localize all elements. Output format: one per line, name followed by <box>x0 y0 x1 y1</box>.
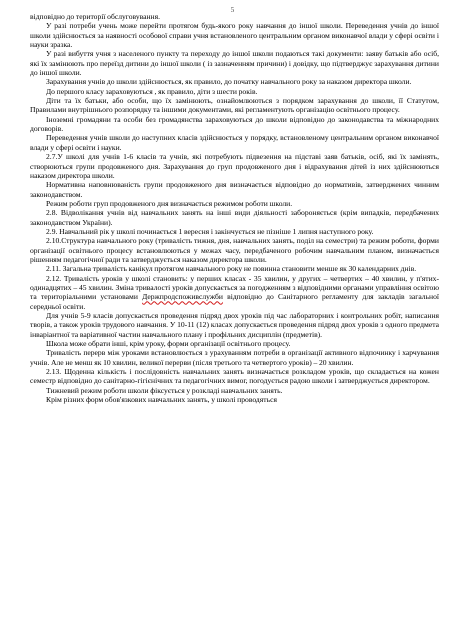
paragraph: Для учнів 5-9 класів допускається проведення підряд двох уроків під час лабораторних і контрольних робіт, написання творів, а також уроків трудового навчання. У 10-11 (12) класах допускається проведення підряд двох уроків з одного предмета інваріантної та варіативної частин навчального плану і профільних дисциплін (предметів). <box>30 311 439 339</box>
paragraph: У разі вибуття учня з населеного пункту та переходу до іншої школи подаються такі документи: заяву батьків або осіб, які їх замінюють про переїзд дитини до іншої школи ( із зазначенням причини) і довідку, що підтверджує зарахування дитини до іншої школи. <box>30 49 439 78</box>
paragraph: 2.10.Структура навчального року (тривалість тижня, дня, навчальних занять, поділ на семестри) та режим роботи, форми організації освітнього процесу встановлюються у межах часу, передбаченого робочим навчальним планом, визначається рішенням педагогічної ради та затверджується наказом директора школи. <box>30 236 439 264</box>
paragraph: 2.8. Відволікання учнів від навчальних занять на інші види діяльності забороняється (крім випадків, передбачених законодавством України). <box>30 208 439 227</box>
paragraph: Діти та їх батьки, або особи, що їх замінюють, ознайомлюються з порядком зарахування до школи, її Статутом, Правилами внутрішнього розпорядку та іншими документами, які регламентують організацію освітнього процесу. <box>30 96 439 115</box>
page-number: 5 <box>230 6 235 14</box>
paragraph: Крім різних форм обов'язкових навчальних занять, у школі проводяться <box>46 395 277 405</box>
paragraph: До першого класу зараховуються , як правило, діти з шести років. <box>46 86 258 96</box>
paragraph-text: 2.12. Тривалість уроків у школі становить: у перших класах - 35 хвилин, у других – четвертих – 40 хвилин, у п'ятих-одинадцятих – 45 хвилин. Зміна тривалості уроків допускається за погодженням з відповідними органами управління освітою та територіальними установами <box>30 273 439 302</box>
paragraph-text: відповідно до Санітарного регламенту для закладів загальної середньої освіти. <box>30 292 439 311</box>
paragraph: Тривалість перерв між уроками встановлюється з урахуванням потреби в організації активного відпочинку і харчування учнів. Але не менш як 10 хвилин, великої перерви (після третього та четвертого уроків) – 20 хвилин. <box>30 348 439 367</box>
paragraph: 2.13. Щоденна кількість і послідовність навчальних занять визначається розкладом уроків, що складається на кожен семестр відповідно до санітарно-гігієнічних та педагогічних вимог, погодується радою школи і затверджується директором. <box>30 367 439 386</box>
paragraph: Школа може обрати інші, крім уроку, форми організації освітнього процесу. <box>46 339 291 349</box>
paragraph: 2.7.У школі для учнів 1-6 класів та учнів, які потребують підвезення на підставі заяв батьків, осіб, які їх замінять, створюються групи продовженого дня. Зарахування до груп продовженого дня і відрахування дітей із них здійснюються наказом директора школи. <box>30 152 439 180</box>
paragraph: Нормативна наповнюваність групи продовженого дня визначається відповідно до нормативів, затверджених чинним законодавством. <box>30 180 439 199</box>
paragraph: Іноземні громадяни та особи без громадянства зараховуються до школи відповідно до законодавства та міжнародних договорів. <box>30 114 439 134</box>
paragraph: відповідно до території обслуговування. <box>30 12 161 21</box>
paragraph: У разі потреби учень може перейти протягом будь-якого року навчання до іншої школи. Переведення учнів до іншої школи здійснюється за наявності особової справи учня встановленого центральним органом виконавчої влади у сфері освіти і науки зразка. <box>30 21 439 50</box>
spellcheck-underlined-word: Держпродспоживслужби <box>142 292 223 302</box>
document-body <box>30 12 439 404</box>
paragraph: Тижневий режим роботи школи фіксується у розкладі навчальних занять. <box>46 385 283 395</box>
paragraph: 2.9. Навчальний рік у школі починається 1 вересня і закінчується не пізніше 1 липня наступного року. <box>46 226 374 236</box>
paragraph: Переведення учнів школи до наступних класів здійснюється у порядку, встановленому центральним органом виконавчої влади у сфері освіти і науки. <box>30 133 439 152</box>
paragraph: 2.11. Загальна тривалість канікул протягом навчального року не повинна становити менше як 30 календарних днів. <box>46 264 417 274</box>
paragraph: Режим роботи груп продовженого дня визначається режимом роботи школи. <box>46 198 293 208</box>
paragraph: Зарахування учнів до школи здійснюється, як правило, до початку навчального року за наказом директора школи. <box>46 77 412 87</box>
paragraph <box>30 274 439 311</box>
